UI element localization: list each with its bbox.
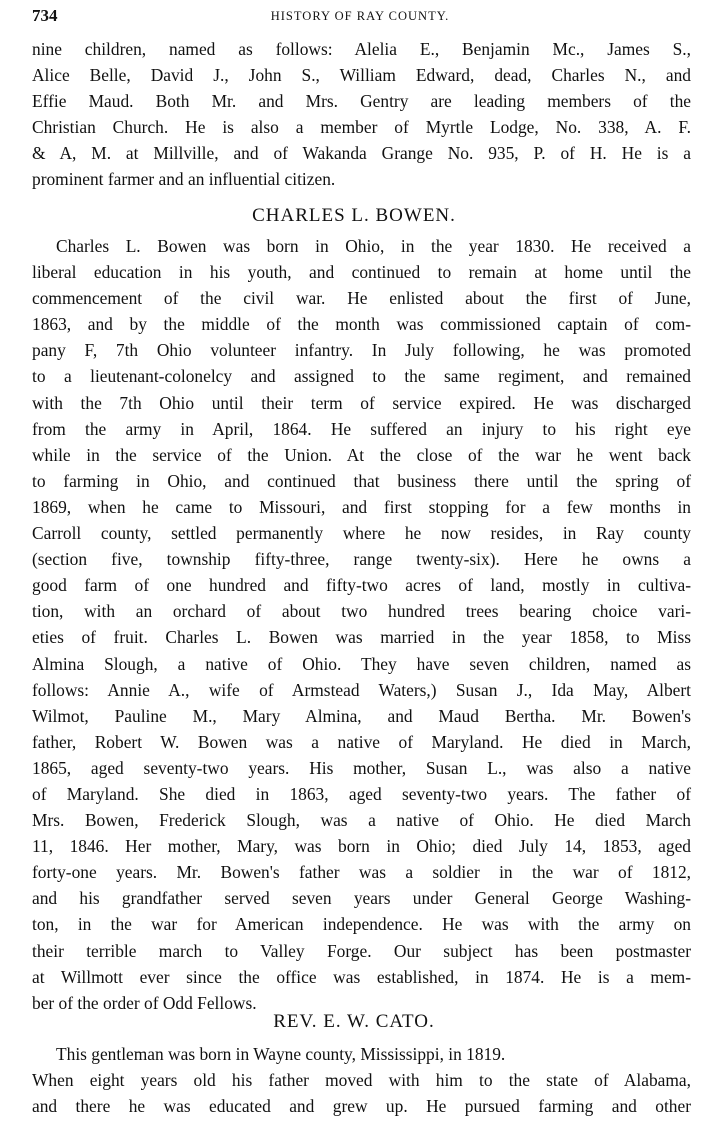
text-line: Charles L. Bowen was born in Ohio, in the year 1830. He received a [56,236,691,256]
text-line: commencement of the civil war. He enlisted about the first of June, [32,288,691,309]
section-heading-charles-bowen: CHARLES L. BOWEN. [252,205,456,226]
text-line: nine children, named as follows: Alelia E., Benjamin Mc., James S., [32,39,691,59]
text-line: Mrs. Bowen, Frederick Slough, was a native of Ohio. He died March [32,810,691,831]
text-line: and there he was educated and grew up. He pursued farming and other [32,1096,691,1117]
text-line: ton, in the war for American independence. He was with the army on [32,914,691,935]
text-line: to farming in Ohio, and continued that business there until the spring of [32,470,691,491]
text-line: Christian Church. He is also a member of Myrtle Lodge, No. 338, A. F. [32,117,691,138]
text-line: liberal education in his youth, and continued to remain at home until the [32,262,691,283]
text-line: tion, with an orchard of about two hundred trees bearing choice vari- [32,601,691,622]
text-line: ber of the order of Odd Fellows. [32,992,257,1013]
text-line: forty-one years. Mr. Bowen's father was a soldier in the war of 1812, [32,862,691,883]
text-line: Wilmot, Pauline M., Mary Almina, and Maud Bertha. Mr. Bowen's [32,705,691,726]
running-title: HISTORY OF RAY COUNTY. [270,9,450,23]
paragraph-charles-bowen [32,233,691,1016]
text-line: prominent farmer and an influential citizen. [32,169,336,190]
text-line: pany F, 7th Ohio volunteer infantry. In July following, he was promoted [32,340,691,361]
paragraph-gentry-continued [32,36,691,193]
text-line: to a lieutenant-colonelcy and assigned to the same regiment, and remained [32,366,691,387]
text-line: (section five, township fifty-three, range twenty-six). Here he owns a [32,549,691,570]
text-line: from the army in April, 1864. He suffered an injury to his right eye [32,418,691,439]
text-line: father, Robert W. Bowen was a native of Maryland. He died in March, [32,731,691,752]
text-line: 1863, and by the middle of the month was commissioned captain of com- [32,314,691,335]
page-header [32,6,688,30]
text-line: When eight years old his father moved with him to the state of Alabama, [32,1070,691,1091]
text-line: at Willmott ever since the office was established, in 1874. He is a mem- [32,966,691,987]
section-heading-rev-cato: REV. E. W. CATO. [273,1011,435,1032]
text-line: Almina Slough, a native of Ohio. They have seven children, named as [32,653,691,674]
text-line: Effie Maud. Both Mr. and Mrs. Gentry are leading members of the [32,91,691,112]
text-line: & A, M. at Millville, and of Wakanda Grange No. 935, P. of H. He is a [32,143,691,164]
text-line: 1869, when he came to Missouri, and first stopping for a few months in [32,496,691,517]
text-line: while in the service of the Union. At the close of the war he went back [32,444,691,465]
text-line: Alice Belle, David J., John S., William Edward, dead, Charles N., and [32,65,691,86]
text-line: of Maryland. She died in 1863, aged seventy-two years. The father of [32,783,691,804]
text-line: and his grandfather served seven years under General George Washing- [32,888,691,909]
text-line: with the 7th Ohio until their term of service expired. He was discharged [32,392,691,413]
text-line: good farm of one hundred and fifty-two acres of land, mostly in cultiva- [32,575,691,596]
text-line: their terrible march to Valley Forge. Our subject has been postmaster [32,940,691,961]
text-line: follows: Annie A., wife of Armstead Waters,) Susan J., Ida May, Albert [32,679,691,700]
page-number: 734 [32,6,58,25]
text-line: This gentleman was born in Wayne county, Mississippi, in 1819. [56,1044,506,1064]
text-line: 1865, aged seventy-two years. His mother, Susan L., was also a native [32,757,691,778]
paragraph-rev-cato [32,1041,691,1119]
text-line: eties of fruit. Charles L. Bowen was married in the year 1858, to Miss [32,627,691,648]
text-line: 11, 1846. Her mother, Mary, was born in Ohio; died July 14, 1853, aged [32,836,691,857]
text-line: Carroll county, settled permanently where he now resides, in Ray county [32,523,691,544]
